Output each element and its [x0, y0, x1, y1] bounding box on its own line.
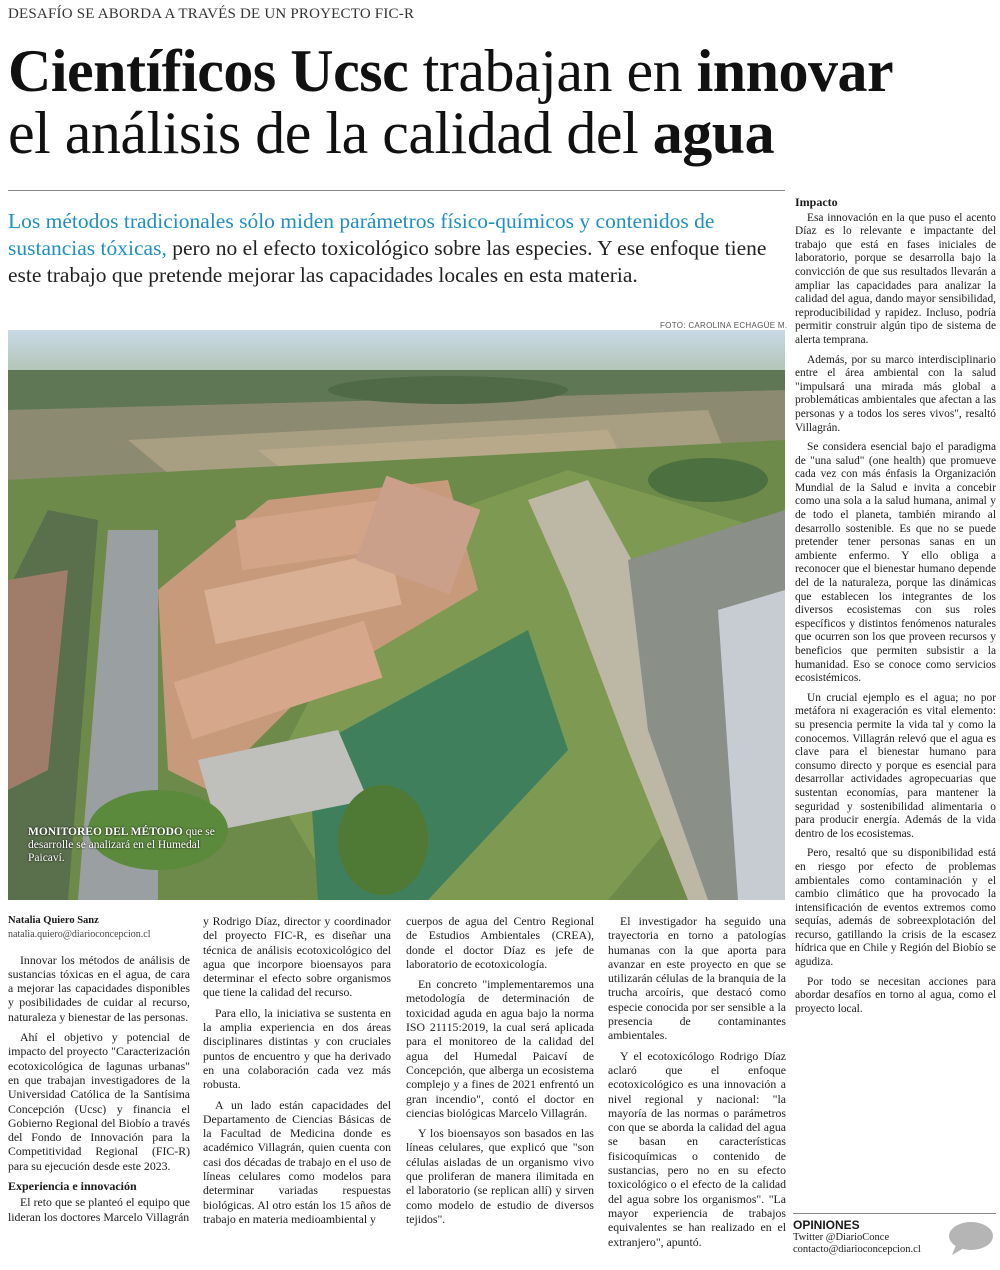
byline-name: Natalia Quiero Sanz	[8, 915, 99, 926]
paragraph: Y el ecotoxicólogo Rodrigo Díaz aclaró que el enfoque ecotoxicológico es una innovación a nivel regional y nacional: "la mayoría de las normas o parámetros con que se aborda la calidad del agua se basan en características fisicoquímicas o contenido de sustancias, pero no en su efecto toxicológico o el efecto de la calidad del agua sobre los organismos". "La mayor experiencia de trabajos equivalentes se han realizado en el extranjero", apuntó.	[608, 1048, 786, 1249]
photo-credit: FOTO: CAROLINA ECHAGÜE M.	[660, 321, 788, 330]
paragraph: El investigador ha seguido una trayectoria en torno a patologías humanas con la que aporta para avanzar en este proyecto en que se utilizarán células de la branquia de la trucha arcoíris, que destacó como especie conocida por ser sensible a la presencia de contaminantes ambientales.	[608, 914, 786, 1043]
headline-part3: innovar	[696, 38, 894, 104]
opiniones-twitter[interactable]: Twitter @DiarioConce	[793, 1232, 890, 1243]
paragraph: Innovar los métodos de análisis de sustancias tóxicas en el agua, de cara a mejorar las capacidades disponibles y posibilidades de cuidar al recurso, naturaleza y bienestar de las personas.	[8, 952, 190, 1024]
paragraph: Se considera esencial bajo el paradigma de "una salud" (one health) que promueve cada vez con más énfasis la Organización Mundial de la Salud e invita a concebir como una sola a la salud humana, animal y de todo el planeta, también mirando al desarrollo sostenible. Es que no se puede pretender tener personas sanas en un ambiente enfermo. Y ello obliga a reconocer que el bienestar humano depende del de la naturaleza, porque las dinámicas que establecen los integrantes de los diversos ecosistemas con sus roles específicos y distintos fenómenos naturales que ocurren son los que proveen recursos y beneficios que permiten subsistir a la humanidad. Eso se conoce como servicios ecosistémicos.	[795, 441, 996, 685]
column-3	[406, 914, 594, 1226]
kicker: DESAFÍO SE ABORDA A TRAVÉS DE UN PROYECTO FIC-R	[8, 6, 415, 22]
deck-highlight: Los métodos tradicionales sólo miden parámetros físico-químicos y contenidos de sustancias tóxicas,	[8, 209, 715, 260]
paragraph: y Rodrigo Díaz, director y coordinador del proyecto FIC-R, es diseñar una técnica de análisis ecotoxicológico del agua que incorpore bioensayos para determinar el efecto sobre organismos que tiene la calidad del recurso.	[203, 914, 391, 1000]
photo-caption	[28, 826, 238, 865]
paragraph: Además, por su marco interdisciplinario entre el área ambiental con la salud "impulsará una mirada más global a problemáticas ambientales que afectan a las personas y a todos los seres vivos", resaltó Villagrán.	[795, 353, 996, 434]
paragraph: Esa innovación en la que puso el acento Díaz es lo relevante e impactante del trabajo que está en fases iniciales de laboratorio, porque se desarrolla bajo la convicción de que sus resultados llevarán a ampliar las capacidades para analizar la calidad del agua, dando mayor sensibilidad, reproducibilidad y rapidez. Incluso, podría permitir construir algún tipo de sistema de alerta temprana.	[795, 211, 996, 346]
opiniones-title: OPINIONES	[793, 1218, 860, 1232]
column-4	[608, 914, 786, 1249]
paragraph: Por todo se necesitan acciones para abordar desafíos en torno al agua, como el proyecto local.	[795, 975, 996, 1015]
headline-part1: Científicos Ucsc	[8, 38, 409, 104]
paragraph: Pero, resaltó que su disponibilidad está en riesgo por efecto de problemas ambientales como contaminación y el cambio climático que ha provocado la intensificación de eventos extremos como sequías, además de sobreexplotación del recurso, gatillando la crisis de la escasez hídrica que en Chile y Región del Biobío se agudiza.	[795, 847, 996, 969]
paragraph: A un lado están capacidades del Departamento de Ciencias Básicas de la Facultad de Medicina donde es académico Villagrán, quien cuenta con casi dos décadas de trabajo en el uso de líneas celulares como modelos para determinar variadas respuestas biológicas. Al otro están los 15 años de trabajo en materia medioambiental y	[203, 1097, 391, 1226]
byline-email: natalia.quiero@diarioconcepcion.cl	[8, 929, 151, 941]
deck-rest: pero no el efecto toxicológico sobre las especies. Y ese enfoque tiene este trabajo que pretende mejorar las capacidades locales en esta materia.	[8, 236, 767, 287]
paragraph: cuerpos de agua del Centro Regional de Estudios Ambientales (CREA), donde el doctor Díaz es jefe de laboratorio de ecotoxicología.	[406, 914, 594, 971]
paragraph: Para ello, la iniciativa se sustenta en la amplia experiencia en dos áreas disciplinares distintas y con cruciales puntos de encuentro y que ha derivado en una colaboración cada vez más robusta.	[203, 1005, 391, 1092]
caption-bold: MONITOREO DEL MÉTODO	[28, 826, 183, 838]
opiniones-box	[793, 1218, 996, 1266]
paragraph: Un crucial ejemplo es el agua; no por metáfora ni exageración es vital elemento: su presencia permite la vida tal y como la conocemos. Villagrán relevó que el agua es clave para el bienestar humano para consumo directo y porque es esencial para desarrollar actividades agropecuarias que sustentan economías, para mantener la seguridad y sostenibilidad alimentaria o para producir energía. Además de la vida dentro de los ecosistemas.	[795, 691, 996, 840]
subhead-experiencia: Experiencia e innovación	[8, 1179, 137, 1194]
deck	[8, 208, 783, 289]
column-5	[795, 196, 996, 1016]
headline	[8, 40, 998, 164]
divider	[793, 1213, 996, 1214]
paragraph: En concreto "implementaremos una metodología de determinación de toxicidad aguda en agua bajo la norma ISO 21115:2019, la cual será aplicada para el monitoreo de la calidad del agua del Humedal Paicaví de Concepción, que alberga un ecosistema complejo y a fines de 2021 enfrentó un gran incendio", contó el doctor en ciencias biológicas Marcelo Villagrán.	[406, 977, 594, 1120]
column-2	[203, 914, 391, 1226]
caption-text: que se desarrolle se analizará en el Humedal Paicaví.	[28, 826, 215, 864]
paragraph: Y los bioensayos son basados en las líneas celulares, que explicó que "son células aisladas de un organismo vivo que proliferan de manera ilimitada en el laboratorio (se replican allí) y sirven como modelo de estudio de diversos tejidos".	[406, 1126, 594, 1226]
speech-bubble-icon	[948, 1221, 994, 1257]
divider	[8, 190, 785, 191]
headline-part2: trabajan en	[408, 38, 697, 104]
headline-part4: el análisis de la calidad del	[8, 100, 653, 166]
paragraph: El reto que se planteó el equipo que lideran los doctores Marcelo Villagrán	[8, 1195, 190, 1224]
opiniones-email[interactable]: contacto@diarioconcepcion.cl	[793, 1244, 921, 1255]
headline-part5: agua	[652, 100, 775, 166]
aerial-photo	[8, 330, 785, 900]
paragraph: Ahí el objetivo y potencial de impacto del proyecto "Caracterización ecotoxicológica de lagunas urbanas" en que trabajan investigadores de la Universidad Católica de la Santísima Concepción (Ucsc) y financia el Gobierno Regional del Biobío a través del Fondo de Innovación para la Competitividad Regional (FIC-R) para su ejecución desde este 2023.	[8, 1030, 190, 1173]
subhead-impacto: Impacto	[795, 195, 838, 209]
column-1	[8, 914, 190, 1224]
